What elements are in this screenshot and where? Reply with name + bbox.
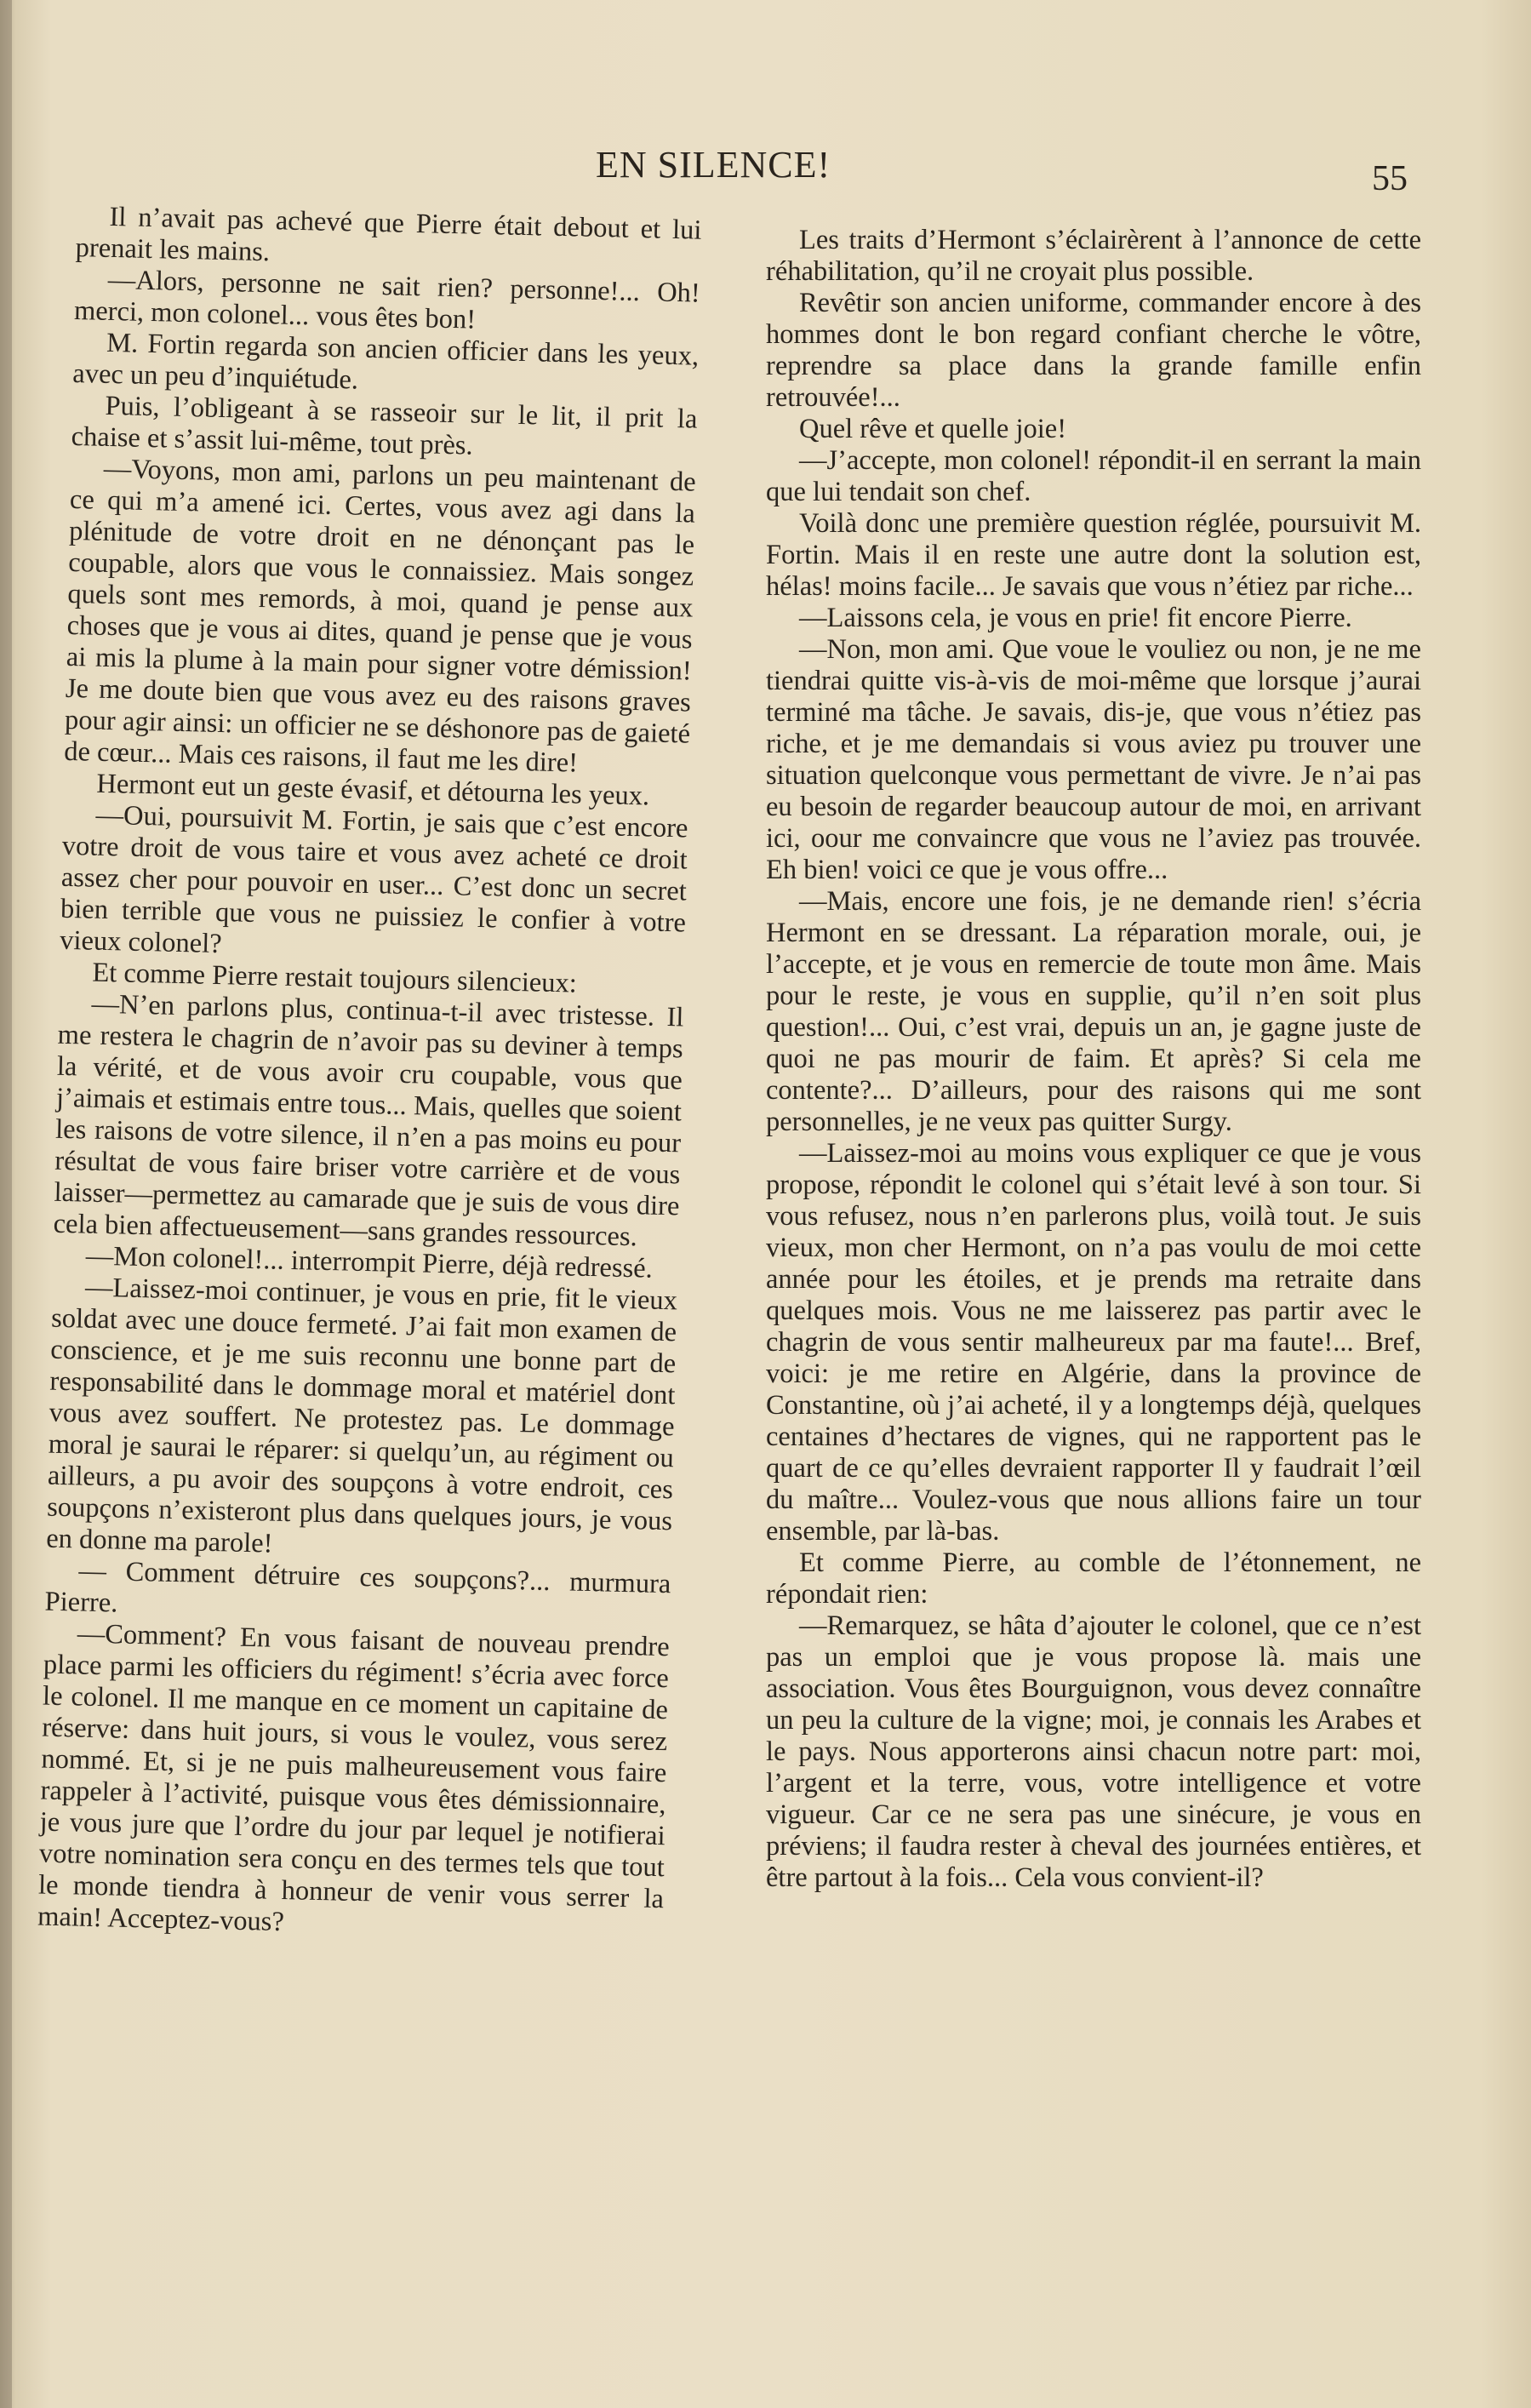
paragraph: —Laissez-moi au moins vous expliquer ce que je vous propose, répondit le colonel qui s’était levé à son tour. Si vous refusez, nous n’en parlerons plus, voilà tout. Je suis vieux, mon cher Hermont, on n’a pas voulu de moi cette année pour les étoiles, et je prends ma retraite dans quelques mois. Vous ne me laisserez pas partir avec le chagrin de vous sentir malheureux par ma faute!... Bref, voici: je me retire en Algérie, dans la province de Constantine, où j’ai acheté, il y a longtemps déjà, quelques centaines d’hectares de vignes, qui ne rapportent pas le quart de ce qu’elles devraient rapporter Il y faudrait l’œil du maître... Voulez-vous que nous allions faire un tour ensemble, par là-bas.	[766, 1138, 1421, 1547]
paragraph: —Non, mon ami. Que voue le vouliez ou non, je ne me tiendrai quitte vis-à-vis de moi-même que lorsque j’aurai terminé ma tâche. Je savais, dis-je, que vous n’étiez pas riche, et je me demandais si vous aviez pu trouver une situation quelconque vous permettant de vivre. Je n’ai pas eu besoin de regarder beaucoup autour de moi, en arrivant ici, oour me convaincre que vous ne l’aviez pas trouvée. Eh bien! voici ce que je vous offre...	[766, 634, 1421, 885]
paragraph: —Mais, encore une fois, je ne demande rien! s’écria Hermont en se dressant. La réparation morale, oui, je l’accepte, et je vous en remercie de toute mon âme. Mais pour le reste, je vous en supplie, qu’il n’en soit plus question!... Oui, c’est vrai, depuis un an, je gagne juste de quoi ne pas mourir de faim. Et après? Si cela me contente?... D’ailleurs, pour des raisons qui me sont personnelles, je ne veux pas quitter Surgy.	[766, 886, 1421, 1137]
paragraph: Et comme Pierre, au comble de l’étonnement, ne répondait rien:	[766, 1547, 1421, 1610]
page-header	[0, 143, 1531, 198]
paragraph: —Remarquez, se hâta d’ajouter le colonel, que ce n’est pas un emploi que je vous propose là. mais une association. Vous êtes Bourguignon, vous devez connaître un peu la culture de la vigne; moi, je connais les Arabes et le pays. Nous apporterons ainsi chacun notre part: moi, l’argent et la terre, vous, votre intelligence et votre vigueur. Car ce ne sera pas une sinécure, je vous en préviens; il faudra rester à cheval des journées entières, et être partout à la fois... Cela vous convient-il?	[766, 1610, 1421, 1893]
paragraph: Puis, l’obligeant à se rasseoir sur le lit, il prit la chaise et s’assit lui-même, tout près.	[71, 390, 698, 461]
paragraph: Et comme Pierre restait toujours silencieux:	[92, 957, 578, 999]
paragraph: Les traits d’Hermont s’éclairèrent à l’annonce de cette réhabilitation, qu’il ne croyait plus possible.	[766, 225, 1421, 287]
left-text-column	[37, 201, 702, 1947]
paragraph: —Laissez-moi continuer, je vous en prie, fit le vieux soldat avec une douce fermeté. J’ai fait mon examen de conscience, et je me suis reconnu une bonne part de responsabilité dans le dommage moral et matériel dont vous avez souffert. Ne protestez pas. Le dommage moral je saurai le réparer: si quelqu’un, au régiment ou ailleurs, a pu avoir des soupçons à votre endroit, ces soupçons n’existeront plus dans quelques jours, je vous en donne ma parole!	[45, 1272, 678, 1559]
paragraph: —Voyons, mon ami, parlons un peu maintenant de ce qui m’a amené ici. Certes, vous avez agi dans la plénitude de votre droit en ne dénonçant pas le coupable, alors que vous le connaissiez. Mais songez quels sont mes remords, à moi, quand je pense aux choses que je vous ai dites, quand je pense que je vous ai mis la plume à la main pour signer votre démission! Je me doute bien que vous avez eu des raisons graves pour agir ainsi: un officier ne se déshonore pas de gaieté de cœur... Mais ces raisons, il faut me les dire!	[63, 453, 697, 779]
paragraph: — Comment détruire ces soupçons?... murmura Pierre.	[44, 1555, 671, 1619]
paragraph: Revêtir son ancien uniforme, commander encore à des hommes dont le bon regard confiant cherche le vôtre, reprendre sa place dans la grande famille enfin retrouvée!...	[766, 288, 1421, 413]
paragraph: Hermont eut un geste évasif, et détourna les yeux.	[96, 768, 650, 812]
paragraph: —N’en parlons plus, continua-t-il avec tristesse. Il me restera le chagrin de n’avoir pas su deviner à temps la vérité, et de vous avoir cru coupable, vous que j’aimais et estimais entre tous... Mais, quelles que soient les raisons de votre silence, il n’en a pas moins eu pour résultat de vous faire briser votre carrière et de vous laisser—permettez au camarade que je suis de vous dire cela bien affectueusement—sans grandes ressources.	[53, 988, 684, 1253]
paragraph: —Laissons cela, je vous en prie! fit encore Pierre.	[799, 603, 1352, 633]
paragraph: —J’accepte, mon colonel! répondit-il en serrant la main que lui tendait son chef.	[766, 445, 1421, 507]
running-title: EN SILENCE!	[596, 144, 831, 186]
paragraph: M. Fortin regarda son ancien officier dans les yeux, avec un peu d’inquiétude.	[71, 327, 700, 396]
right-text-column	[766, 225, 1421, 1894]
paragraph: —Alors, personne ne sait rien? personne!... Oh! merci, mon colonel... vous êtes bon!	[73, 264, 701, 335]
paragraph: —Oui, poursuivit M. Fortin, je sais que c’est encore votre droit de vous taire et vous avez acheté ce droit assez cher pour pouvoir en user... C’est donc un secret bien terrible que vous ne puissiez le confier à votre vieux colonel?	[59, 799, 688, 960]
paragraph: Il n’avait pas achevé que Pierre était debout et lui prenait les mains.	[75, 201, 702, 268]
page-spine-shadow	[0, 0, 12, 2408]
paragraph: —Mon colonel!... interrompit Pierre, déjà redressé.	[85, 1240, 654, 1284]
paragraph: Voilà donc une première question réglée, poursuivit M. Fortin. Mais il en reste une autre dont la solution est, hélas! moins facile... Je savais que vous n’étiez par riche...	[766, 508, 1421, 602]
paragraph: Quel rêve et quelle joie!	[799, 414, 1067, 444]
paragraph: —Comment? En vous faisant de nouveau prendre place parmi les officiers du régiment! s’écria avec force le colonel. Il me manque en ce moment un capitaine de réserve: dans huit jours, si vous le voulez, vous serez nommé. Et, si je ne puis malheureusement vous faire rappeler à l’activité, puisque vous êtes démissionnaire, je vous jure que l’ordre du jour par lequel je notifierai votre nomination sera conçu en des termes tels que tout le monde tiendra à honneur de venir vous serrer la main! Acceptez-vous?	[37, 1618, 671, 1938]
page-number: 55	[1372, 159, 1408, 198]
